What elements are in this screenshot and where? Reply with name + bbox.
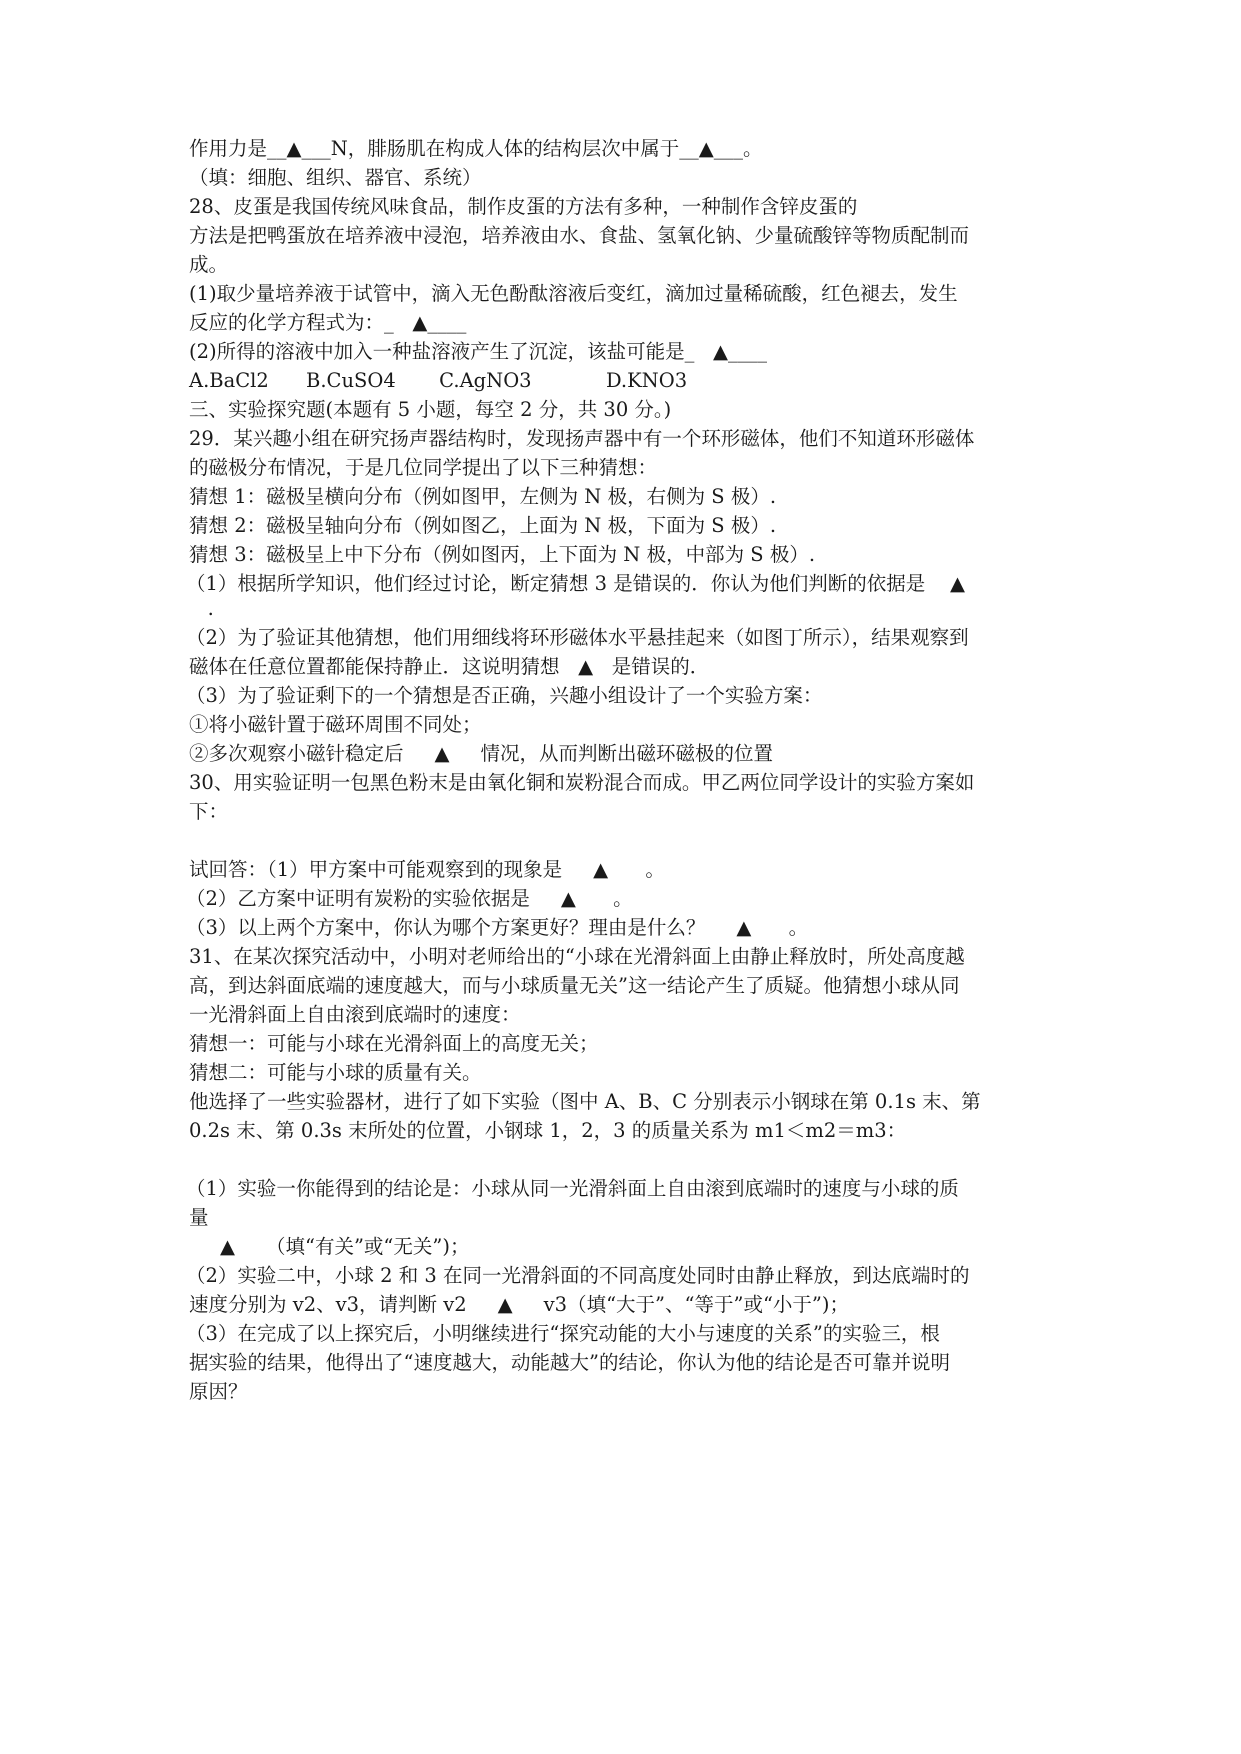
text-line: (1)取少量培养液于试管中，滴入无色酚酞溶液后变红，滴加过量稀硫酸，红色褪去，发生: [189, 282, 958, 305]
text-line: 量: [189, 1206, 209, 1229]
text-line: （1）实验一你能得到的结论是：小球从同一光滑斜面上自由滚到底端时的速度与小球的质: [186, 1177, 959, 1200]
text-line: 猜想二：可能与小球的质量有关。: [189, 1061, 482, 1084]
text-line: 31、在某次探究活动中，小明对老师给出的“小球在光滑斜面上由静止释放时，所处高度越: [189, 945, 965, 968]
text-line: 速度分别为 v2、v3，请判断 v2 ▲ v3（填“大于”、“等于”或“小于”)；: [189, 1293, 849, 1316]
text-line: ①将小磁针置于磁环周围不同处；: [189, 713, 482, 736]
text-line: 作用力是__▲___N，腓肠肌在构成人体的结构层次中属于__▲___。: [189, 137, 763, 160]
text-line: （2）实验二中，小球 2 和 3 在同一光滑斜面的不同高度处同时由静止释放，到达底端时的: [186, 1264, 970, 1287]
text-line: A.BaCl2 B.CuSO4 C.AgNO3 D.KNO3: [189, 369, 688, 392]
text-line: 原因？: [189, 1380, 248, 1403]
text-line: ②多次观察小磁针稳定后 ▲ 情况，从而判断出磁环磁极的位置: [189, 742, 773, 765]
text-line: 猜想一：可能与小球在光滑斜面上的高度无关；: [189, 1032, 599, 1055]
text-line: 据实验的结果，他得出了“速度越大，动能越大”的结论，你认为他的结论是否可靠并说明: [189, 1351, 950, 1374]
text-line: 方法是把鸭蛋放在培养液中浸泡，培养液由水、食盐、氢氧化钠、少量硫酸锌等物质配制而: [189, 224, 970, 247]
text-line: 一光滑斜面上自由滚到底端时的速度：: [189, 1003, 521, 1026]
text-line: .: [189, 597, 214, 620]
text-line: （2）为了验证其他猜想，他们用细线将环形磁体水平悬挂起来（如图丁所示），结果观察到: [186, 626, 969, 649]
section-heading: 三、实验探究题(本题有 5 小题，每空 2 分，共 30 分。): [189, 398, 672, 421]
text-line: 30、用实验证明一包黑色粉末是由氧化铜和炭粉混合而成。甲乙两位同学设计的实验方案如: [189, 771, 975, 794]
text-line: 试回答：（1）甲方案中可能观察到的现象是 ▲ 。: [189, 858, 665, 881]
text-line: 下：: [189, 800, 229, 823]
text-line: ▲ （填“有关”或“无关”)；: [189, 1235, 470, 1258]
text-line: 猜想 1：磁极呈横向分布（例如图甲，左侧为 N 极，右侧为 S 极）.: [189, 485, 777, 508]
text-line: 猜想 2：磁极呈轴向分布（例如图乙，上面为 N 极，下面为 S 极）.: [189, 514, 777, 537]
text-line: 磁体在任意位置都能保持静止．这说明猜想 ▲ 是错误的．: [189, 655, 710, 678]
text-line: （填：细胞、组织、器官、系统）: [189, 166, 482, 189]
text-line: （3）在完成了以上探究后，小明继续进行“探究动能的大小与速度的关系”的实验三，根: [186, 1322, 940, 1345]
text-line: （3）为了验证剩下的一个猜想是否正确，兴趣小组设计了一个实验方案：: [186, 684, 823, 707]
text-line: 0.2s 末、第 0.3s 末所处的位置，小钢球 1，2，3 的质量关系为 m1＜m2＝m3：: [189, 1119, 907, 1142]
text-line: （2）乙方案中证明有炭粉的实验依据是 ▲ 。: [186, 887, 633, 910]
text-line: 的磁极分布情况，于是几位同学提出了以下三种猜想：: [189, 456, 658, 479]
text-line: 29．某兴趣小组在研究扬声器结构时，发现扬声器中有一个环形磁体，他们不知道环形磁体: [189, 427, 975, 450]
text-line: (2)所得的溶液中加入一种盐溶液产生了沉淀，该盐可能是_ ▲____: [189, 340, 767, 363]
text-line: （1）根据所学知识，他们经过讨论，断定猜想 3 是错误的．你认为他们判断的依据是 ▲: [186, 572, 966, 595]
text-line: （3）以上两个方案中，你认为哪个方案更好？理由是什么？ ▲ 。: [186, 916, 809, 939]
text-line: 28、皮蛋是我国传统风味食品，制作皮蛋的方法有多种，一种制作含锌皮蛋的: [189, 195, 858, 218]
text-line: 反应的化学方程式为：_ ▲____: [189, 311, 467, 334]
text-line: 成。: [189, 253, 229, 276]
text-line: 他选择了一些实验器材，进行了如下实验（图中 A、B、C 分别表示小钢球在第 0.1s 末、第: [189, 1090, 981, 1113]
text-line: 高，到达斜面底端的速度越大，而与小球质量无关”这一结论产生了质疑。他猜想小球从同: [189, 974, 960, 997]
text-line: 猜想 3：磁极呈上中下分布（例如图丙，上下面为 N 极，中部为 S 极）.: [189, 543, 816, 566]
